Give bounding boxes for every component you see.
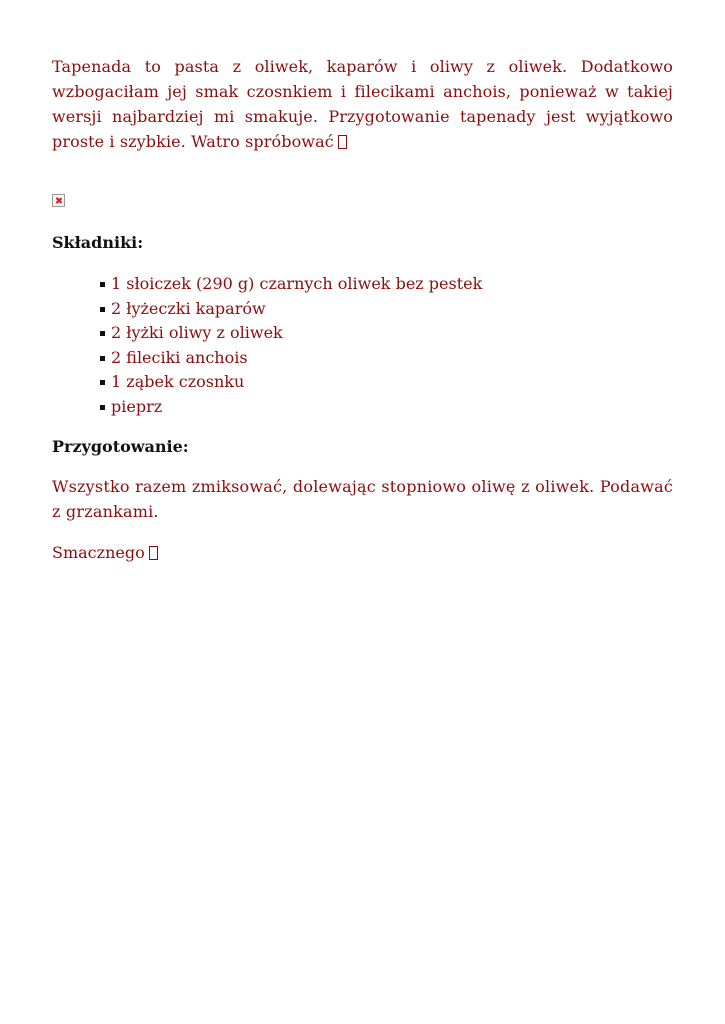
intro-text: Tapenada to pasta z oliwek, kaparów i oliwy z oliwek. Dodatkowo wzbogaciłam jej smak czosnkiem i filecikami anchois, ponieważ w takiej wersji najbardziej mi smakuje. Przygotowanie tapenady jest wyjątkowo proste i szybkie. Watro spróbować <box>52 57 673 151</box>
preparation-paragraph: Wszystko razem zmiksować, dolewając stopniowo oliwę z oliwek. Podawać z grzankami. <box>52 477 673 521</box>
intro-paragraph <box>52 54 673 154</box>
smile-emoji-icon <box>338 135 347 149</box>
smile-emoji-icon <box>149 546 158 560</box>
broken-image-icon <box>52 194 65 207</box>
bullet-icon <box>100 356 105 361</box>
bullet-icon <box>100 380 105 385</box>
closing-paragraph <box>52 540 158 565</box>
ingredients-list <box>99 272 482 420</box>
bullet-icon <box>100 307 105 312</box>
list-item <box>99 395 482 420</box>
ingredient-text: 2 fileciki anchois <box>111 347 248 367</box>
list-item <box>99 346 482 371</box>
ingredient-text: 2 łyżeczki kaparów <box>111 298 266 318</box>
preparation-heading: Przygotowanie: <box>52 437 189 456</box>
bullet-icon <box>100 331 105 336</box>
ingredient-text: 2 łyżki oliwy z oliwek <box>111 323 283 343</box>
list-item <box>99 297 482 322</box>
bullet-icon <box>100 282 105 287</box>
ingredients-heading: Składniki: <box>52 233 144 252</box>
closing-text: Smacznego <box>52 543 145 562</box>
list-item <box>99 272 482 297</box>
list-item <box>99 321 482 346</box>
bullet-icon <box>100 405 105 410</box>
ingredient-text: pieprz <box>111 396 163 416</box>
list-item <box>99 370 482 395</box>
ingredient-text: 1 ząbek czosnku <box>111 372 245 392</box>
intro-section <box>52 54 673 154</box>
ingredient-text: 1 słoiczek (290 g) czarnych oliwek bez pestek <box>111 274 483 293</box>
